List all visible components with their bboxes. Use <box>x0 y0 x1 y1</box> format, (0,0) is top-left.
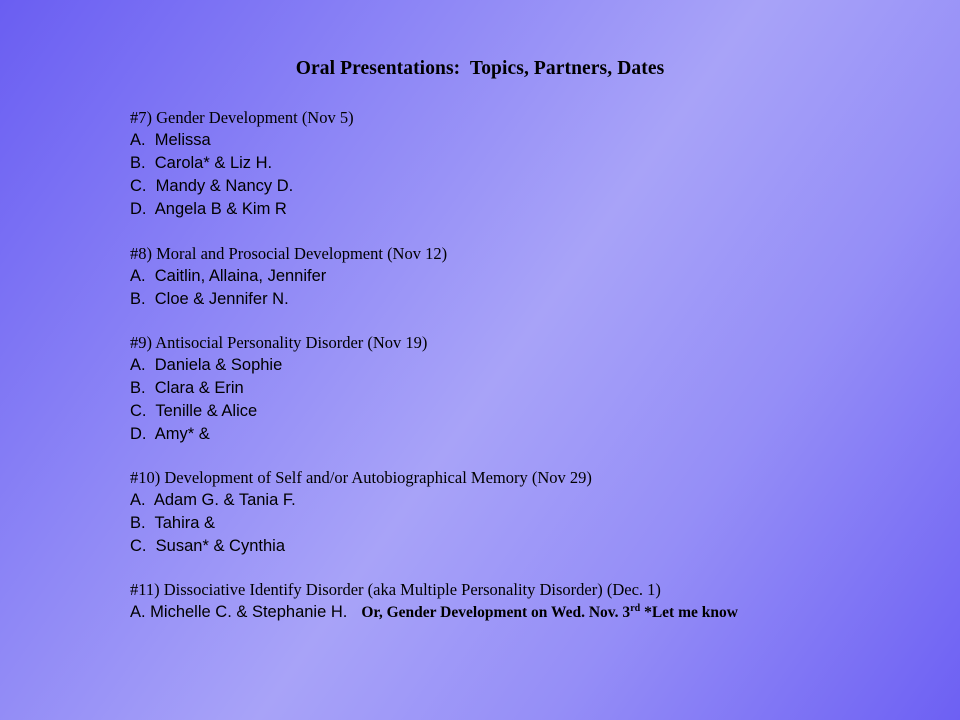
partner-entry: A. Caitlin, Allaina, Jennifer <box>130 267 327 285</box>
topic-section-11 <box>130 579 930 624</box>
topic-section-10 <box>130 467 930 558</box>
partner-entry: A. Michelle C. & Stephanie H. <box>130 603 348 621</box>
topic-heading: #11) Dissociative Identify Disorder (aka Multiple Personality Disorder) (Dec. 1) <box>130 580 661 599</box>
schedule-note-text: Or, Gender Development on Wed. Nov. 3 <box>361 604 631 621</box>
partner-entry: D. Angela B & Kim R <box>130 200 287 218</box>
topic-section-9 <box>130 332 930 446</box>
partner-entry: B. Tahira & <box>130 514 215 532</box>
partner-entry: D. Amy* & <box>130 425 210 443</box>
topic-heading: #9) Antisocial Personality Disorder (Nov 19) <box>130 333 428 352</box>
partner-entry: A. Daniela & Sophie <box>130 356 283 374</box>
partner-entry: C. Mandy & Nancy D. <box>130 177 294 195</box>
partner-entry-with-note <box>130 601 930 624</box>
partner-entry: A. Melissa <box>130 131 211 149</box>
partner-entry: B. Clara & Erin <box>130 379 244 397</box>
topic-heading: #7) Gender Development (Nov 5) <box>130 108 354 127</box>
partner-entry: B. Carola* & Liz H. <box>130 154 273 172</box>
topic-heading: #10) Development of Self and/or Autobiographical Memory (Nov 29) <box>130 468 592 487</box>
partner-entry: B. Cloe & Jennifer N. <box>130 290 289 308</box>
topic-section-7 <box>130 107 930 221</box>
ordinal-suffix: rd <box>630 603 641 614</box>
partner-entry: C. Susan* & Cynthia <box>130 537 285 555</box>
topic-section-8 <box>130 243 930 311</box>
schedule-note <box>361 604 738 621</box>
partner-entry: C. Tenille & Alice <box>130 402 258 420</box>
slide-title: Oral Presentations: Topics, Partners, Dates <box>295 58 665 79</box>
topic-heading: #8) Moral and Prosocial Development (Nov 12) <box>130 244 448 263</box>
partner-entry: A. Adam G. & Tania F. <box>130 491 296 509</box>
let-me-know-text: *Let me know <box>640 604 738 621</box>
